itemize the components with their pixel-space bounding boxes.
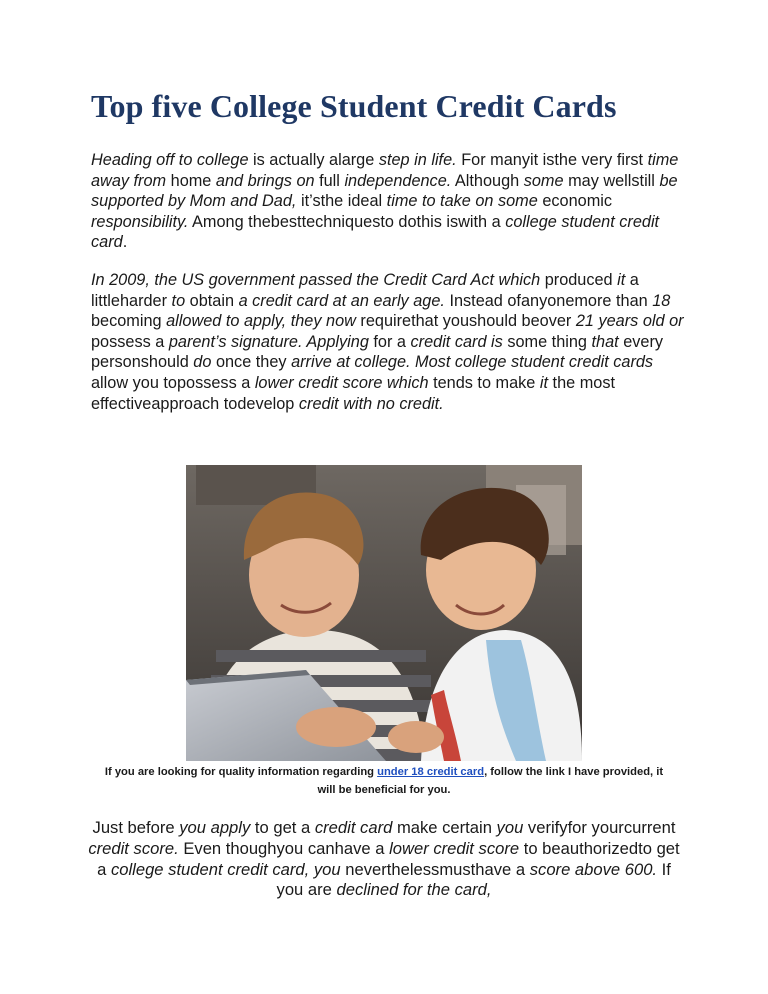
text-span: to bbox=[171, 291, 186, 310]
text-span: Heading off to college bbox=[91, 151, 249, 169]
text-span: possess a bbox=[91, 332, 169, 351]
text-span: credit card bbox=[314, 818, 393, 837]
text-span: you bbox=[496, 818, 524, 837]
text-span: time away from bbox=[91, 151, 679, 190]
text-span: some thing bbox=[502, 332, 592, 351]
text-span: is actually alarge bbox=[248, 151, 379, 169]
photo-caption bbox=[100, 764, 668, 799]
students-laptop-photo bbox=[186, 465, 582, 761]
text-span: step in life. bbox=[378, 151, 457, 169]
text-span: you apply bbox=[179, 818, 251, 837]
text-span: home bbox=[166, 171, 216, 190]
text-span: Although bbox=[451, 171, 524, 190]
text-span: . bbox=[122, 233, 128, 252]
caption-text: If you are looking for quality information regarding bbox=[104, 766, 378, 778]
text-span: time to take on some bbox=[386, 192, 538, 211]
text-span: allow you topossess a bbox=[91, 373, 255, 392]
text-span: some bbox=[523, 171, 564, 190]
text-span: lower credit score bbox=[389, 838, 520, 858]
text-span: credit with no credit. bbox=[298, 394, 444, 413]
text-span: lower credit score which bbox=[254, 373, 429, 392]
text-span: If you are bbox=[276, 859, 671, 900]
text-span: tends to make bbox=[428, 373, 540, 392]
text-span: parent’s signature. Applying bbox=[168, 332, 369, 351]
paragraph-credit-score bbox=[84, 818, 684, 901]
text-span: do bbox=[193, 353, 212, 372]
text-span: a credit card at an early age. bbox=[238, 291, 445, 310]
text-span: to beauthorizedto get a bbox=[97, 838, 680, 879]
photo-illustration bbox=[186, 465, 582, 761]
text-span: every personshould bbox=[91, 332, 664, 372]
text-span: independence. bbox=[344, 171, 452, 190]
text-span: full bbox=[314, 171, 345, 190]
paragraph-intro bbox=[91, 150, 691, 253]
text-span: declined for the card, bbox=[336, 880, 492, 900]
text-span: In 2009, the US government passed the Credit Card Act which bbox=[91, 271, 541, 289]
text-span: allowed to apply, they now bbox=[166, 312, 356, 331]
text-span: the most effectiveapproach todevelop bbox=[91, 373, 615, 413]
text-span: once they bbox=[211, 353, 292, 372]
text-span: be supported by Mom and Dad, bbox=[91, 171, 678, 211]
caption-text: , follow the link I have provided, it will be beneficial for you. bbox=[317, 766, 664, 796]
text-span: that bbox=[591, 332, 619, 351]
text-span: becoming bbox=[91, 312, 167, 331]
text-span: verifyfor yourcurrent bbox=[523, 818, 676, 837]
text-span: produced bbox=[540, 271, 618, 289]
text-span: make certain bbox=[392, 818, 497, 837]
text-span: For manyit isthe very first bbox=[456, 151, 648, 169]
text-span: obtain bbox=[185, 291, 239, 310]
under-18-credit-card-link[interactable]: under 18 credit card bbox=[377, 766, 485, 778]
text-span: college student credit card bbox=[91, 212, 660, 252]
text-span: to get a bbox=[250, 818, 315, 837]
text-span: requirethat youshould beover bbox=[355, 312, 576, 331]
text-span: arrive at college. Most college student credit cards bbox=[291, 353, 654, 372]
text-span: Instead ofanyonemore than bbox=[444, 291, 653, 310]
text-span: college student credit card, you bbox=[110, 859, 341, 879]
text-span: for a bbox=[368, 332, 411, 351]
paragraph-credit-card-act bbox=[91, 270, 691, 414]
text-span: score above 600. bbox=[529, 859, 658, 879]
text-span: Just before bbox=[92, 818, 180, 837]
text-span: Even thoughyou canhave a bbox=[178, 838, 390, 858]
text-span: a littleharder bbox=[91, 271, 639, 310]
text-span: and brings on bbox=[215, 171, 315, 190]
text-span: responsibility. bbox=[91, 212, 189, 231]
text-span: credit score. bbox=[88, 838, 179, 858]
text-span: 18 bbox=[652, 291, 671, 310]
text-span: it’sthe ideal bbox=[296, 192, 387, 211]
page-title: Top five College Student Credit Cards bbox=[91, 88, 617, 124]
text-span: 21 years old or bbox=[575, 312, 684, 331]
text-span: neverthelessmusthave a bbox=[340, 859, 530, 879]
text-span: it bbox=[539, 373, 549, 392]
text-span: credit card is bbox=[410, 332, 503, 351]
text-span: it bbox=[617, 271, 626, 289]
text-span: Among thebesttechniquesto dothis iswith a bbox=[188, 212, 506, 231]
text-span: may wellstill bbox=[563, 171, 660, 190]
text-span: economic bbox=[537, 192, 613, 211]
